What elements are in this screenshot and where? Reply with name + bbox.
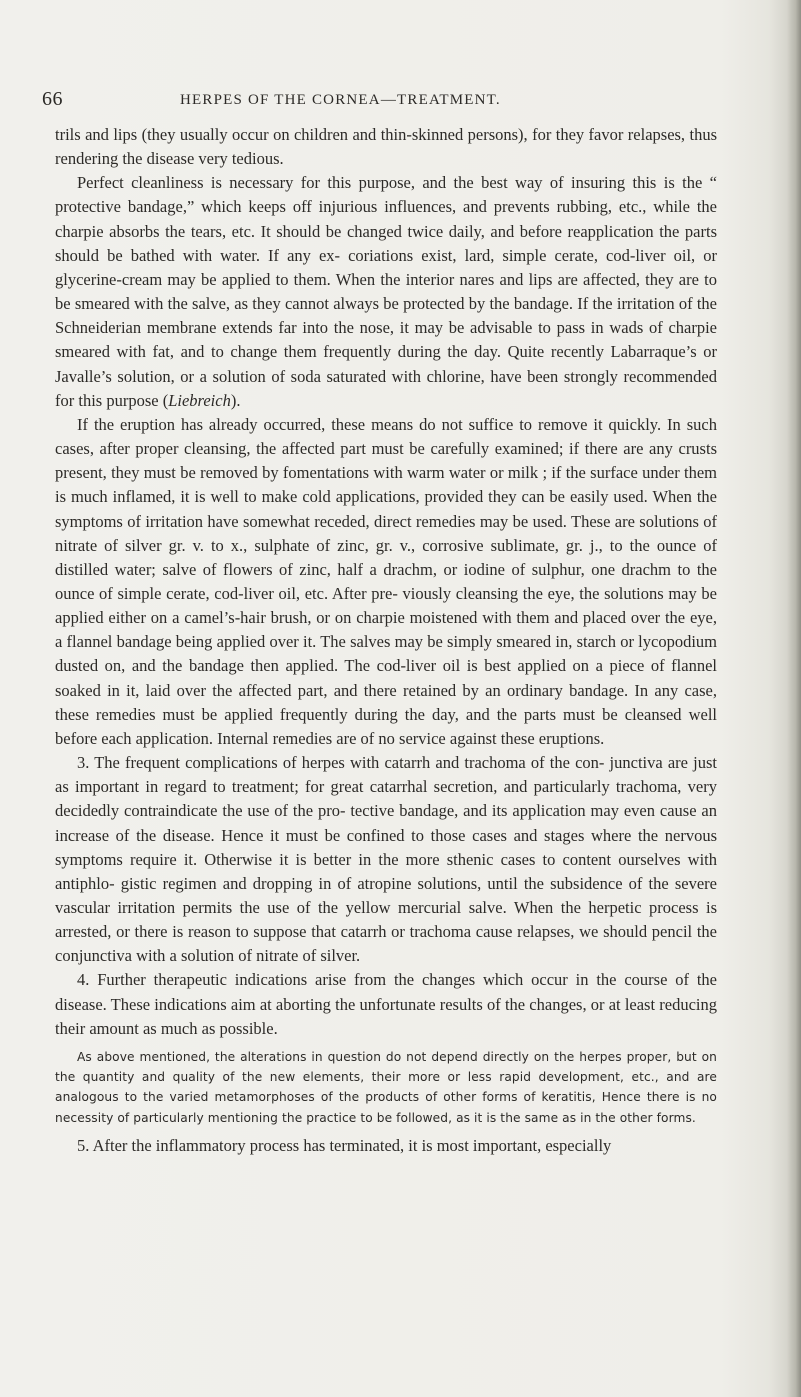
paragraph-after-inflammation: 5. After the inflammatory process has terminated, it is most important, especially [77, 1135, 612, 1155]
running-head: HERPES OF THE CORNEA—TREATMENT. [180, 92, 501, 108]
paragraph-text: Perfect cleanliness is necessary for this purpose, and the best way of insuring this is the “ protective bandage,” which keeps off injurious influences, and prevents rubbing, etc., while the charpie absorbs the tears, etc. It should be changed twice daily, and before reapplication the parts should be bathed with water. If any ex- coriations exist, lard, simple cerate, cod-liver oil, or glycerine-cream may be applied to them. When the interior nares and lips are affected, they are to be smeared with the salve, as they cannot always be protected by the bandage. If the irritation of the Schneiderian membrane extends far into the nose, it may be advisable to pass in wads of charpie smeared with fat, and to change them frequently during the day. Quite recently Labarraque’s or Javalle’s solution, or a solution of soda saturated with chlorine, have been strongly recommended for this purpose ( [55, 173, 717, 410]
paragraph-protective-bandage [55, 171, 717, 413]
paragraph-complications: 3. The frequent complications of herpes with catarrh and trachoma of the con- junctiva are just as important in regard to treatment; for great catarrhal secretion, and particularly trachoma, very decidedly contraindicate the use of the pro- tective bandage, and its application may even cause an increase of the disease. Hence it must be confined to those cases and stages where the nervous symptoms require it. Otherwise it is better in the more sthenic cases to content ourselves with antiphlo- gistic regimen and dropping in of atropine solutions, until the subsidence of the severe vascular irritation permits the use of the yellow mercurial salve. When the herpetic process is arrested, or there is reason to suppose that catarrh or trachoma cause relapses, we should pencil the conjunctiva with a solution of nitrate of silver. [55, 753, 717, 966]
body-text [55, 123, 717, 1158]
page-header [42, 88, 702, 112]
citation: Liebreich [168, 390, 231, 410]
page-number: 66 [42, 88, 63, 110]
page-edge-shadow [787, 0, 801, 1397]
paragraph-text-end: ). [230, 390, 241, 410]
small-print-note: As above mentioned, the alterations in question do not depend directly on the herpes proper, but on the quantity and quality of the new elements, their more or less rapid development, etc., and are analogous to the varied metamorphoses of the products of other forms of keratitis, Hence there is no necessity of particularly mentioning the practice to be followed, as it is the same as in the other forms. [55, 1049, 717, 1125]
paragraph-continuation: trils and lips (they usually occur on children and thin-skinned persons), for they favor relapses, thus rendering the disease very tedious. [55, 125, 717, 169]
paragraph-eruption: If the eruption has already occurred, these means do not suffice to remove it quickly. In such cases, after proper cleansing, the affected part must be carefully examined; if there are any crusts present, they must be removed by fomentations with warm water or milk ; if the surface under them is much inflamed, it is well to make cold applications, provided they can be easily used. When the symptoms of irritation have somewhat receded, direct remedies may be used. These are solutions of nitrate of silver gr. v. to x., sulphate of zinc, gr. v., corrosive sublimate, gr. j., to the ounce of distilled water; salve of flowers of zinc, half a drachm, or iodine of sulphur, one drachm to the ounce of simple cerate, cod-liver oil, etc. After pre- viously cleansing the eye, the solutions may be applied either on a camel’s-hair brush, or on charpie moistened with them and placed over the eye, a flannel bandage being applied over it. The salves may be simply smeared in, starch or lycopodium dusted on, and the bandage then applied. The cod-liver oil is best applied on a piece of flannel soaked in it, laid over the affected part, and there retained by an ordinary bandage. In any case, these remedies must be applied frequently during the day, and the parts must be cleansed well before each application. Internal remedies are of no service against these eruptions. [55, 414, 717, 748]
paragraph-indications: 4. Further therapeutic indications arise from the changes which occur in the course of the disease. These indications aim at aborting the unfortunate results of the changes, or at least reducing their amount as much as possible. [55, 970, 717, 1038]
